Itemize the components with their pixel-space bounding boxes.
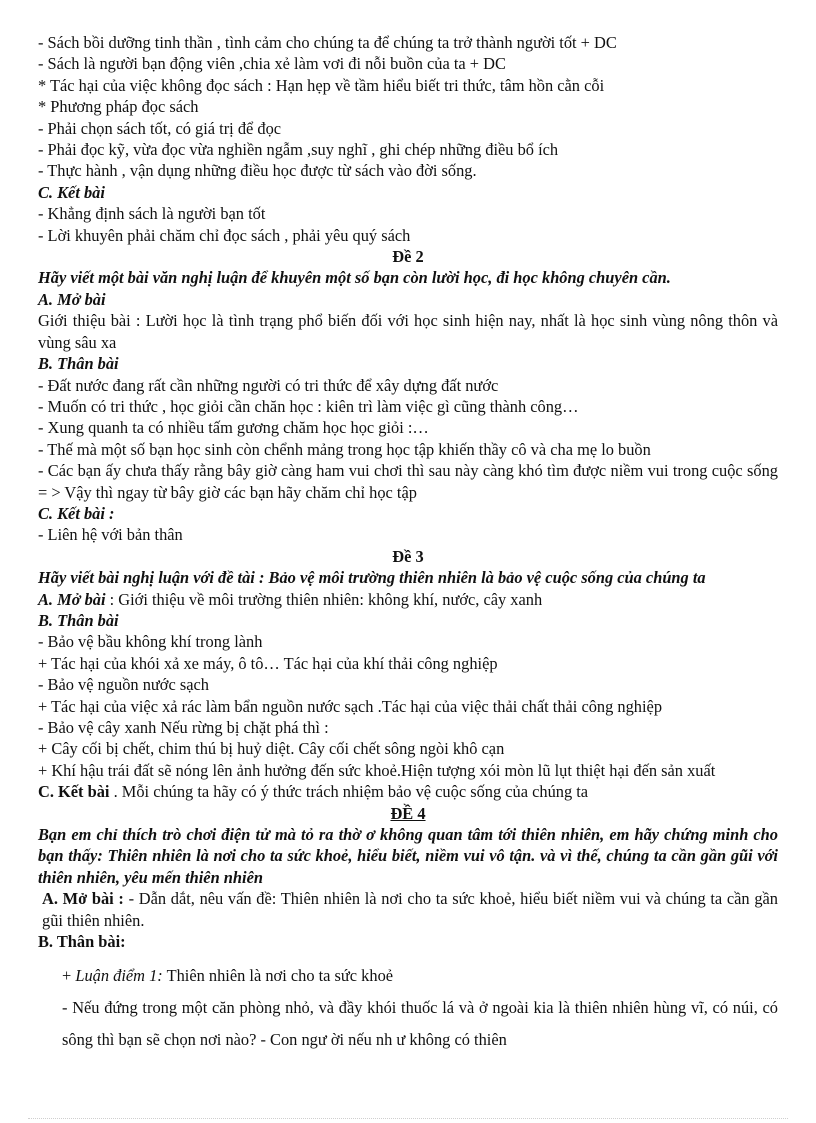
text-line: + Cây cối bị chết, chim thú bị huỷ diệt. Cây cối chết sông ngòi khô cạn	[38, 739, 505, 759]
text-line: - Thực hành , vận dụng những điều học được từ sách vào đời sống.	[38, 161, 477, 181]
text-line: - Muốn có tri thức , học giỏi cần chăn học : kiên trì làm việc gì cũng thành công…	[38, 396, 579, 416]
section-heading-mo-bai: A. Mở bài	[38, 289, 106, 309]
text-line: - Đất nước đang rất cần những người có tri thức để xây dựng đất nước	[38, 375, 499, 395]
text-line: - Xung quanh ta có nhiều tấm gương chăm học học giỏi :…	[38, 418, 429, 438]
text-line: - Liên hệ với bản thân	[38, 525, 183, 545]
section-label-ket-bai: C. Kết bài	[38, 782, 110, 802]
paragraph: - Nếu đứng trong một căn phòng nhỏ, và đầy khói thuốc lá và ở ngoài kia là thiên nhiên hùng vĩ, có núi, có sông thì bạn sẽ chọn nơi nào? - Con ngư ời nếu nh ư không có thiên	[62, 998, 778, 1050]
exam-title-de4-text: ĐỀ 4	[390, 803, 426, 823]
exam-title-de4	[38, 803, 778, 824]
text-line: - Lời khuyên phải chăm chỉ đọc sách , phải yêu quý sách	[38, 225, 411, 245]
text-line: - Bảo vệ bầu không khí trong lành	[38, 632, 263, 652]
paragraph: Giới thiệu bài : Lười học là tình trạng phổ biến đối với học sinh hiện nay, nhất là học sinh vùng nông thôn và vùng sâu xa	[38, 311, 778, 352]
paragraph: + Khí hậu trái đất sẽ nóng lên ảnh hưởng đến sức khoẻ.Hiện tượng xói mòn lũ lụt thiệt hại đến sản xuất	[38, 760, 716, 780]
text-line: - Thế mà một số bạn học sinh còn chểnh mảng trong học tập khiến thầy cô và cha mẹ lo buồn	[38, 439, 651, 459]
text-line: - Phải chọn sách tốt, có giá trị để đọc	[38, 118, 282, 138]
text-line: - Phải đọc kỹ, vừa đọc vừa nghiền ngẫm ,suy nghĩ , ghi chép những điều bổ ích	[38, 140, 559, 160]
exam-prompt-de2: Hãy viết một bài văn nghị luận để khuyên một số bạn còn lười học, đi học không chuyên cần.	[38, 268, 671, 288]
luan-diem-line	[38, 960, 778, 992]
text-line: - Bảo vệ nguồn nước sạch	[38, 675, 209, 695]
text-line: - Bảo vệ cây xanh Nếu rừng bị chặt phá thì :	[38, 718, 329, 737]
mo-bai-line	[38, 589, 778, 610]
ket-bai-line	[38, 781, 778, 802]
section-heading-ket-bai: C. Kết bài	[38, 182, 105, 202]
luan-diem-label: Luận điểm 1:	[75, 966, 163, 986]
exam-title-de2: Đề 2	[392, 247, 424, 267]
text-line: - Sách bồi dưỡng tinh thần , tình cảm cho chúng ta để chúng ta trở thành người tốt + DC	[38, 33, 617, 52]
exam-prompt-de4: Bạn em chỉ thích trò chơi điện tử mà tỏ ra thờ ơ không quan tâm tới thiên nhiên, em hãy chứng minh cho bạn thấy: Thiên nhiên là nơi cho ta sức khoẻ, hiểu biết, niềm vui vô tận. và vì thế, chúng ta cần gần gũi với thiên nhiên, yêu mến thiên nhiên	[38, 825, 778, 887]
mo-bai-paragraph	[38, 888, 778, 931]
section-label-mo-bai: A. Mở bài	[38, 589, 106, 609]
section-label-mo-bai: A. Mở bài :	[42, 889, 124, 909]
text-line: + Tác hại của khói xả xe máy, ô tô… Tác hại của khí thải công nghiệp	[38, 653, 498, 673]
luan-diem-prefix: +	[62, 966, 76, 986]
text-line: + Tác hại của việc xả rác làm bẩn nguồn nước sạch .Tác hại của việc thải chất thải công nghiệp	[38, 696, 663, 716]
exam-prompt-de3: Hãy viết bài nghị luận với đề tài : Bảo vệ môi trường thiên nhiên là bảo vệ cuộc sống của chúng ta	[38, 568, 706, 588]
text-line: - Khẳng định sách là người bạn tốt	[38, 204, 266, 224]
exam-title-de3: Đề 3	[392, 546, 424, 566]
text-line: * Phương pháp đọc sách	[38, 97, 199, 117]
section-heading-than-bai: B. Thân bài:	[38, 932, 126, 952]
mo-bai-text: - Dẫn dắt, nêu vấn đề: Thiên nhiên là nơi cho ta sức khoẻ, hiểu biết niềm vui và chúng ta cần gần gũi thiên nhiên.	[42, 889, 778, 930]
text-line: * Tác hại của việc không đọc sách : Hạn hẹp về tầm hiểu biết tri thức, tâm hồn cằn cỗi	[38, 75, 605, 95]
page-bottom-divider	[28, 1118, 788, 1119]
text-line: - Sách là người bạn động viên ,chia xẻ làm vơi đi nỗi buồn của ta + DC	[38, 54, 506, 74]
document-page	[38, 32, 778, 1056]
paragraph: - Các bạn ấy chưa thấy rằng bây giờ càng ham vui chơi thì sau này càng khó tìm được niềm vui trong cuộc sống = > Vậy thì ngay từ bây giờ các bạn hãy chăm chỉ học tập	[38, 461, 778, 502]
section-heading-ket-bai: C. Kết bài :	[38, 503, 115, 523]
luan-diem-text: Thiên nhiên là nơi cho ta sức khoẻ	[162, 966, 394, 986]
mo-bai-text: : Giới thiệu về môi trường thiên nhiên: không khí, nước, cây xanh	[105, 589, 543, 609]
section-heading-than-bai: B. Thân bài	[38, 354, 119, 374]
ket-bai-text: . Mỗi chúng ta hãy có ý thức trách nhiệm bảo vệ cuộc sống của chúng ta	[109, 782, 589, 802]
section-heading-than-bai: B. Thân bài	[38, 610, 119, 630]
